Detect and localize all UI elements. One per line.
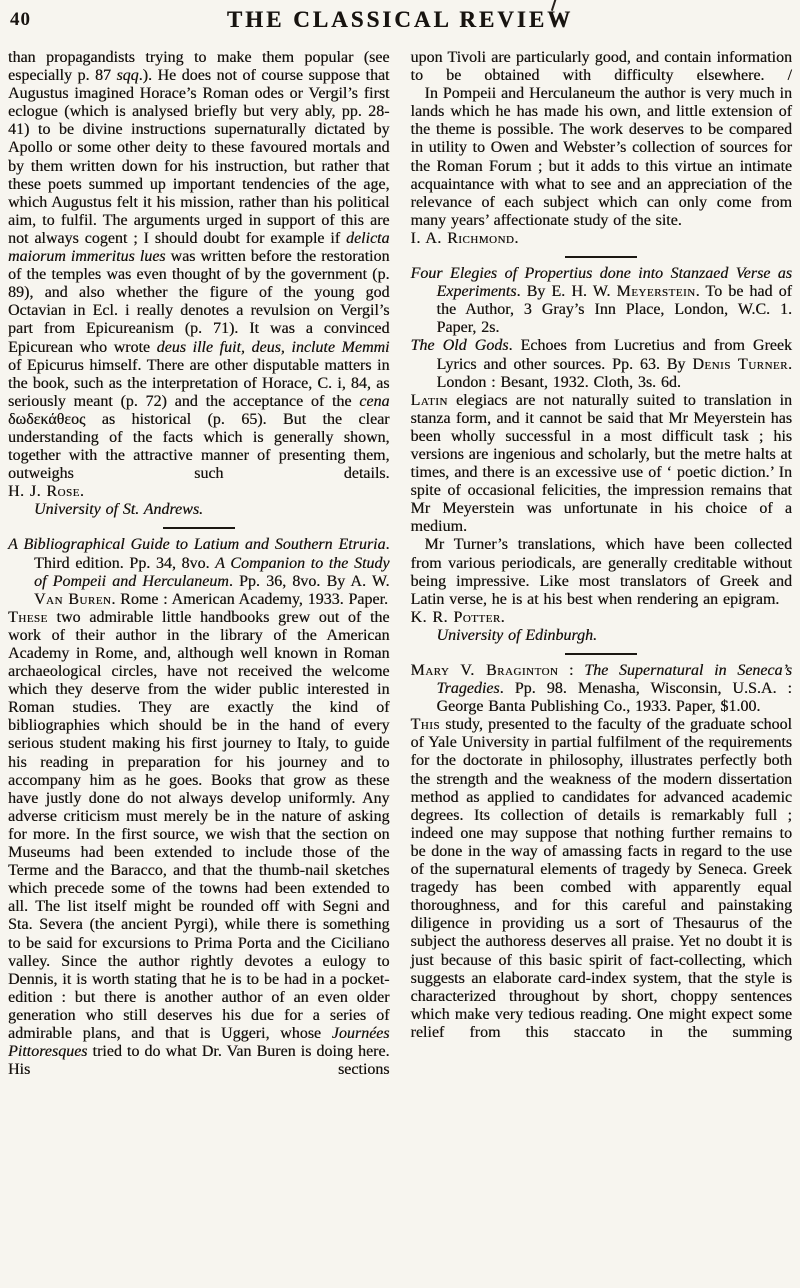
text-run: Meyerstein bbox=[616, 283, 696, 301]
text-run: . Echoes from Lucretius and from Greek Lyrics and other sources. Pp. 63. By bbox=[436, 337, 792, 373]
journal-title: THE CLASSICAL REVIEW bbox=[226, 7, 574, 32]
text-run: tried to do what Dr. Van Buren is doing here. His sections bbox=[8, 1043, 390, 1079]
text-run: upon Tivoli are particularly good, and contain information to be obtained with difficulty elsewhere. / bbox=[410, 49, 792, 85]
text-run: . Rome : American Academy, 1933. Paper. bbox=[111, 590, 388, 608]
review-heading bbox=[411, 265, 793, 337]
review-heading bbox=[411, 662, 793, 716]
text-run: Denis Turner bbox=[692, 355, 788, 373]
text-run: A Companion to the Study of Pompeii and Herculaneum bbox=[34, 554, 390, 590]
text-run: The Supernatural in Seneca’s Tragedies bbox=[436, 662, 793, 698]
body-paragraph bbox=[8, 609, 390, 1079]
text-run: I. A. Richmond. bbox=[410, 229, 519, 247]
reviewer-signature bbox=[8, 483, 390, 501]
page-number: 40 bbox=[10, 9, 31, 30]
body-paragraph bbox=[411, 392, 793, 537]
section-divider bbox=[163, 527, 235, 529]
text-run: Mr Turner’s translations, which have been collected from various periodicals, are generally creditable without being impressive. Like most translators of Greek and Latin verse, he is at his best when rendering an epigram. bbox=[410, 536, 792, 608]
text-run: A Bibliographical Guide to Latium and Southern Etruria bbox=[8, 536, 386, 554]
body-paragraph bbox=[411, 85, 793, 230]
text-run: University of Edinburgh. bbox=[436, 626, 598, 644]
text-run: . Pp. 98. Menasha, Wisconsin, U.S.A. : George Banta Publishing Co., 1933. Paper, $1.00. bbox=[436, 680, 792, 716]
text-run: .). He does not of course suppose that Augustus imagined Horace’s Roman odes or Vergil’s first eclogue (which is analysed briefly but very ably, pp. 28-41) to be divine instructions supernaturally dictated by Apollo or some other deity to these favoured mortals and by them written down for his instruction, but rather that these poets summed up important tendencies of the age, which Augustus felt it his mission, rather than his political aim, to fulfil. The arguments urged in support of this are not always cogent ; I should doubt for example if bbox=[8, 67, 390, 247]
text-run: : bbox=[558, 662, 585, 679]
section-divider bbox=[565, 653, 637, 655]
body-paragraph bbox=[411, 716, 793, 1042]
text-run: Mary V. Braginton bbox=[410, 662, 559, 679]
text-run: . London : Besant, 1932. Cloth, 3s. 6d. bbox=[436, 355, 792, 391]
text-run: . Third edition. Pp. 34, 8vo. bbox=[34, 536, 390, 572]
text-run: δωδεκάθεος as historical (p. 65). But the clear understanding of the facts which is generally shown, together with the attractive manner of presenting them, outweighs such details. bbox=[8, 410, 390, 483]
text-run: . By E. H. W. bbox=[516, 283, 617, 301]
reviewer-affiliation bbox=[411, 627, 793, 645]
text-run: deus ille fuit, deus, inclute Memmi bbox=[156, 338, 390, 356]
text-run: Four Elegies of Propertius done into Stanzaed Verse as Experiments bbox=[410, 265, 792, 301]
text-run: The Old Gods bbox=[410, 337, 509, 355]
text-columns bbox=[0, 43, 800, 1079]
text-run: two admirable little handbooks grew out of the work of their author in the library of the American Academy in Rome, and, although well known in Roman archaeological circles, have not received the welcome which they deserve from the wider public interested in Roman studies. They are exactly the kind of bibliographies which should be in the hand of every serious student making his first journey to Italy, to guide his reading in preparation for his journey and to accompany him as he goes. Books that grow as these have justly done do not always develop uniformly. Any adverse criticism must merely be in the nature of asking for more. In the first source, we wish that the section on Museums had been extended to include those of the Terme and the Baracco, and that the thumb-nail sketches which precede some of the towns had been extended to all. The list itself might be rounded off with Segni and Sta. Severa (the ancient Pyrgi), while there is something to be said for excursions to Prima Porta and the Ciciliano valley. Since the author rightly devotes a eulogy to Dennis, it is worth stating that he is to be had in a pocket-edition : but there is another author of an even older generation who still deserves his due for a series of admirable plans, and that is Uggeri, whose bbox=[8, 608, 390, 1042]
reviewer-signature bbox=[411, 609, 793, 627]
section-divider bbox=[565, 256, 637, 258]
text-run: This bbox=[410, 716, 440, 734]
text-run: Van Buren bbox=[34, 590, 112, 608]
text-run: These bbox=[8, 608, 48, 626]
text-run: sqq bbox=[116, 67, 139, 85]
text-run: study, presented to the faculty of the graduate school of Yale University in partial fulfilment of the requirements for the doctorate in philosophy, illustrates perfectly both the strength and the weakness of the modern dissertation method as applied to candidates for advanced academic degrees. Its collection of details is remarkably full ; indeed one may suppose that nothing further remains to be done in the way of amassing facts in regard to the use of the supernatural elements of tragedy by Seneca. Greek tragedy has been combed with apparently equal thoroughness, and for this careful and painstaking diligence in providing us a sort of Thesaurus of the subject the authoress deserves all praise. Yet no doubt it is just because of this basic spirit of fact-collecting, which suggests an elaborate card-index system, that the style is characterized throughout by short, choppy sentences which make very tedious reading. One might expect some relief from this staccato in the summing bbox=[410, 716, 792, 1041]
text-run: University of St. Andrews. bbox=[34, 501, 204, 519]
body-paragraph bbox=[411, 49, 793, 85]
text-run: H. J. Rose. bbox=[8, 483, 85, 501]
body-paragraph bbox=[411, 536, 793, 608]
text-run: elegiacs are not naturally suited to translation in stanza form, and it cannot be said that Mr Meyerstein has been wholly successful in a most difficult task ; his versions are ingenious and scholarly, but the metre halts at times, and there is an excessive use of ‘ poetic diction.’ In spite of occasional felicities, the impression remains that Mr Meyerstein was unfortunate in his choice of a medium. bbox=[410, 391, 792, 536]
text-run: was written before the restoration of the temples was even thought of by the government (p. 89), and also whether the figure of the young god Octavian in Ecl. i really denotes a revulsion on Vergil’s part from Epicureanism (p. 71). It was a convinced Epicurean who wrote bbox=[8, 248, 390, 356]
right-column bbox=[411, 49, 793, 1079]
text-run: cena bbox=[359, 392, 390, 410]
left-column bbox=[8, 49, 390, 1079]
text-run: than propagandists trying to make them popular (see especially p. 87 bbox=[8, 49, 390, 85]
review-heading bbox=[411, 337, 793, 391]
text-run: In Pompeii and Herculaneum the author is very much in lands which he has made his own, and little extension of the theme is possible. The work deserves to be compared in utility to Owen and Webster’s collection of sources for the Roman Forum ; but it adds to this virtue an intimate acquaintance with what to see and an appreciation of the relevance of each subject which can only come from many years’ affectionate study of the site. bbox=[410, 85, 792, 229]
text-run: K. R. Potter. bbox=[410, 608, 506, 626]
page-header bbox=[0, 0, 800, 43]
reviewer-affiliation bbox=[8, 501, 390, 519]
text-run: . To be had of the Author, 3 Gray’s Inn Place, London, W.C. 1. Paper, 2s. bbox=[436, 283, 792, 337]
text-run: . Pp. 36, 8vo. By A. W. bbox=[228, 572, 390, 590]
reviewer-signature bbox=[411, 230, 793, 248]
body-paragraph bbox=[8, 49, 390, 483]
text-run: delicta maiorum immeritus lues bbox=[8, 229, 390, 266]
review-heading bbox=[8, 536, 390, 608]
text-run: of Epicurus himself. There are other disputable matters in the book, such as the interpretation of Horace, C. i, 84, as seriously meant (p. 72) and the acceptance of the bbox=[8, 356, 390, 410]
text-run: Latin bbox=[410, 391, 448, 409]
text-run: Journées Pittoresques bbox=[8, 1024, 390, 1061]
